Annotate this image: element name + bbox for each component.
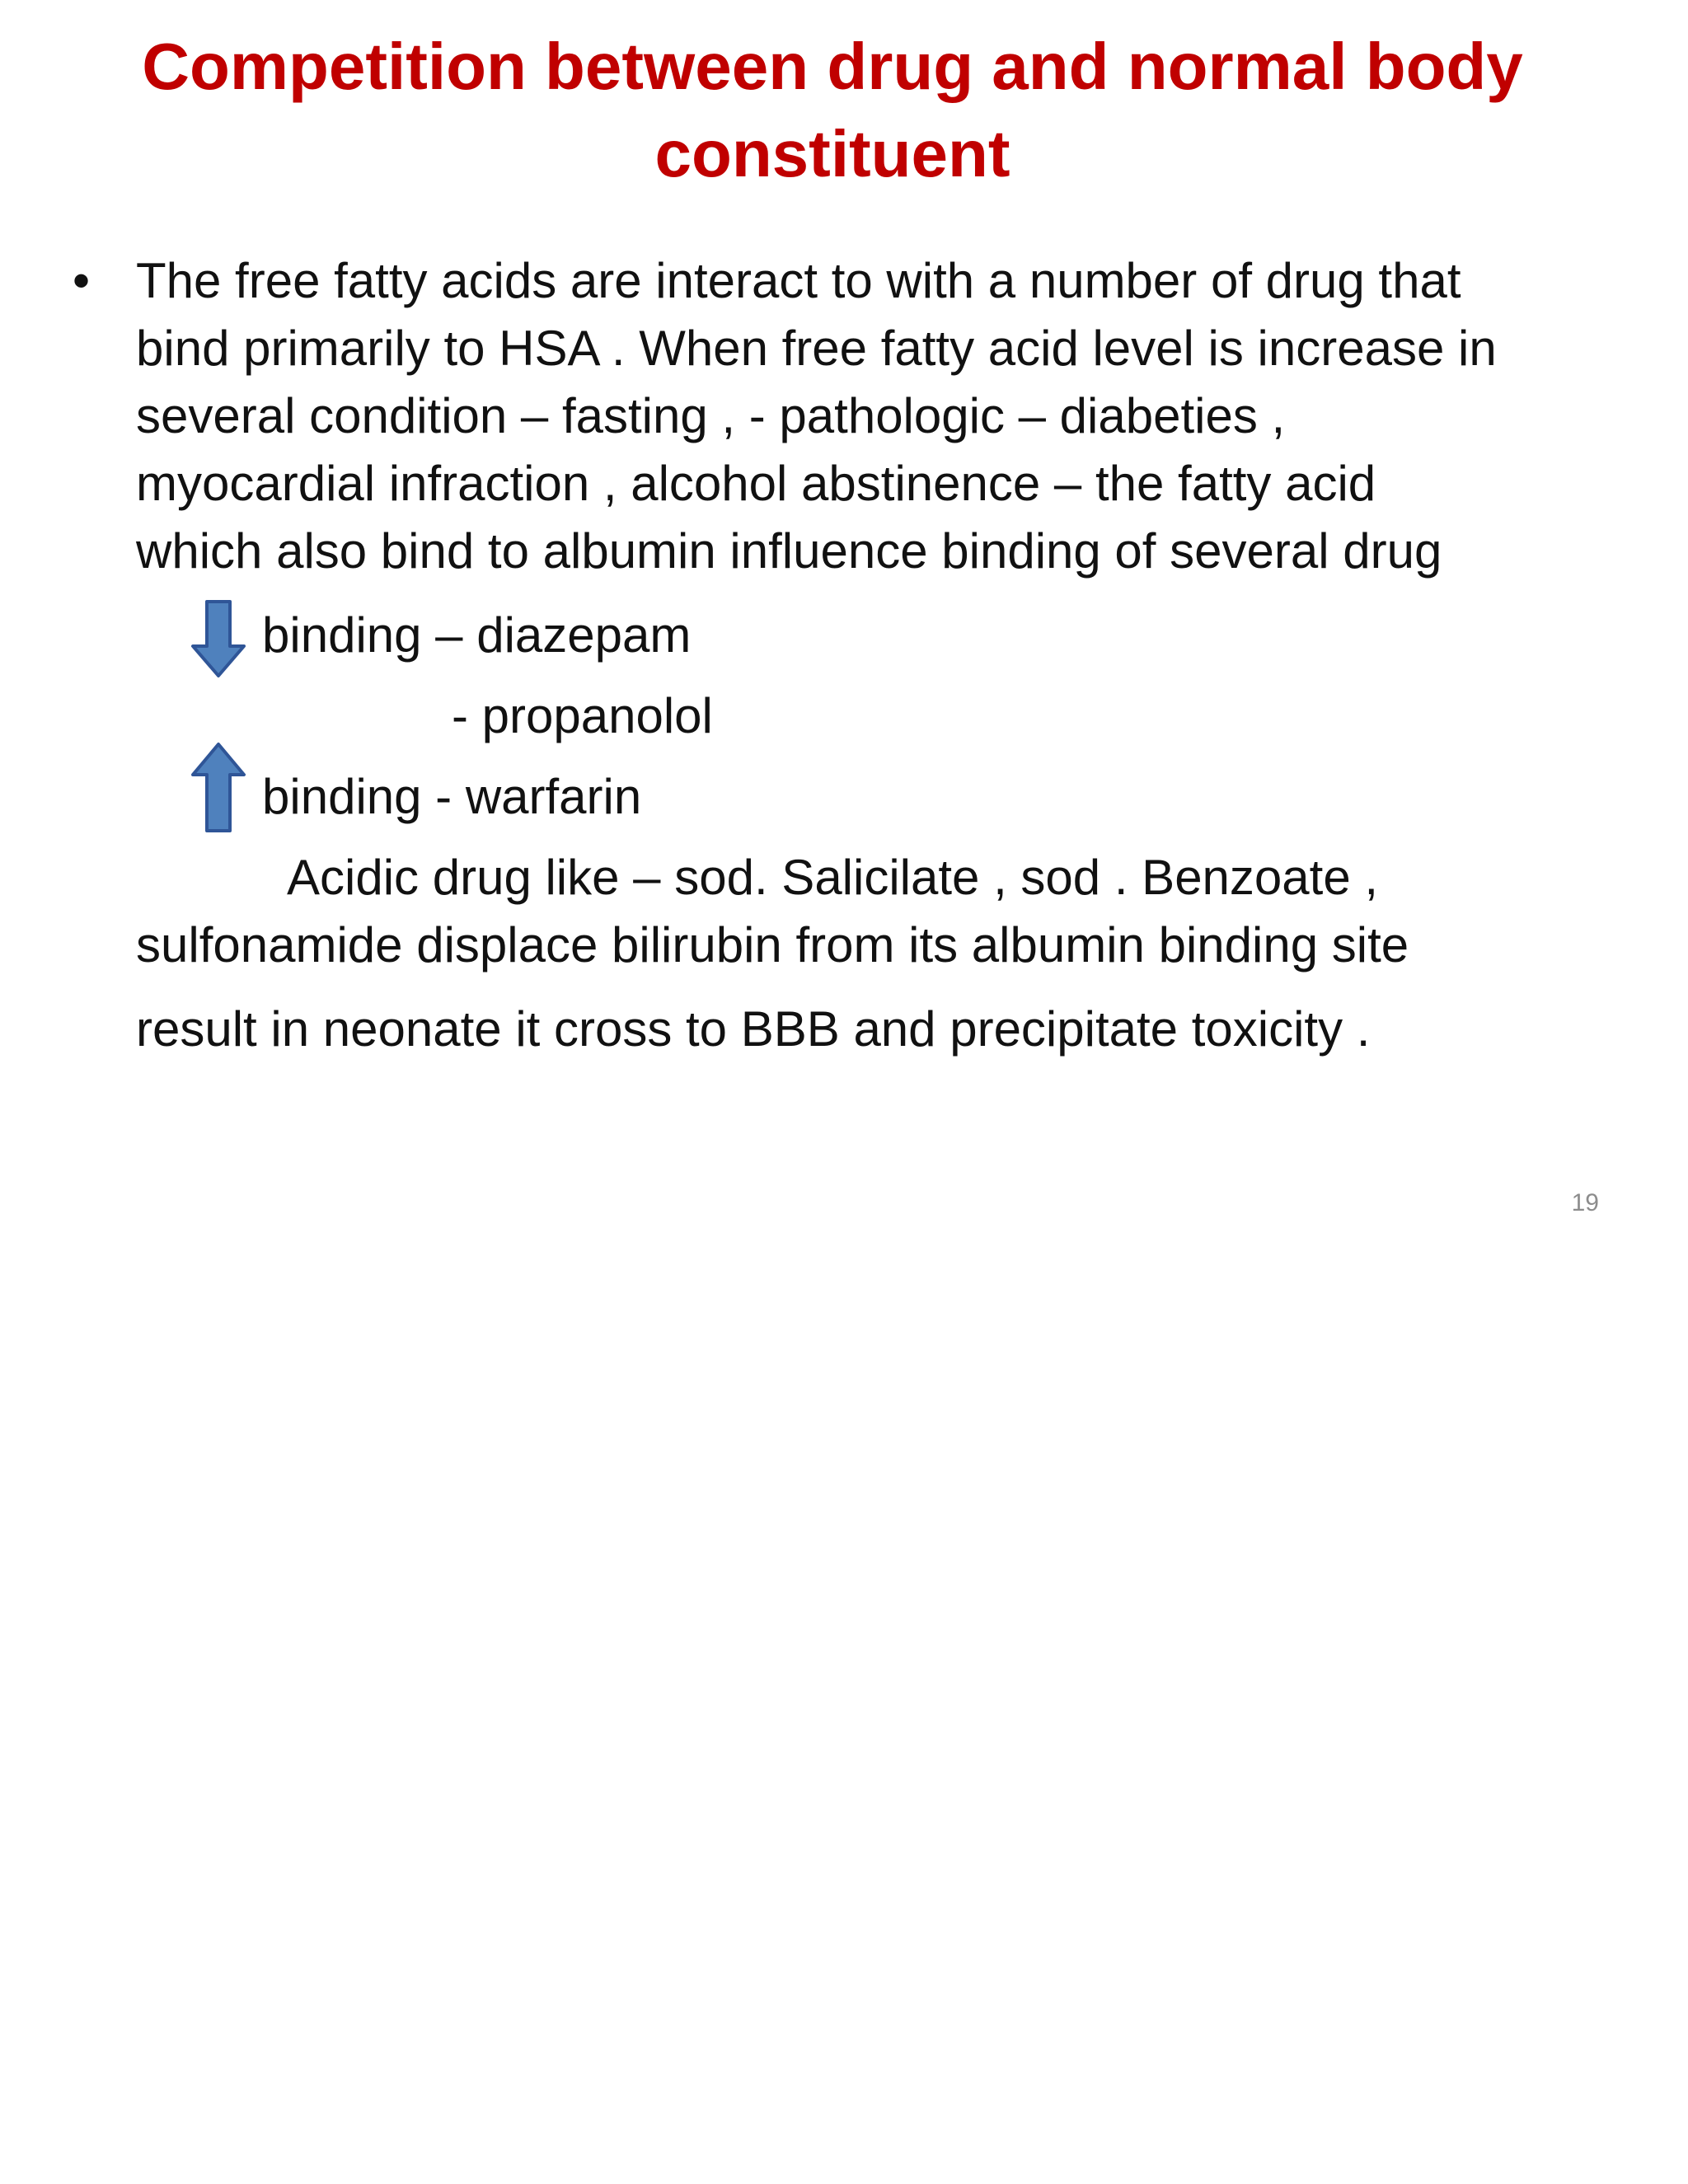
- page-number: 19: [1571, 1189, 1599, 1216]
- paragraph-line: myocardial infraction , alcohol abstinence – the fatty acid: [136, 456, 1376, 511]
- up-arrow-icon: [190, 742, 247, 834]
- paragraph-line: which also bind to albumin influence binding of several drug: [136, 523, 1442, 579]
- acidic-drug-line: result in neonate it cross to BBB and precipitate toxicity .: [136, 1001, 1371, 1057]
- paragraph-line: several condition – fasting , - pathologic – diabeties ,: [136, 388, 1286, 443]
- acidic-drug-line: sulfonamide displace bilirubin from its albumin binding site: [136, 917, 1409, 972]
- decreased-binding-second-drug: - propanolol: [452, 688, 713, 743]
- slide-title: Competition between drug and normal body constituent: [142, 30, 1523, 190]
- decreased-binding-label: binding – diazepam: [262, 607, 692, 663]
- down-arrow-icon: [190, 600, 247, 679]
- paragraph-line: The free fatty acids are interact to with a number of drug that: [136, 253, 1461, 308]
- paragraph-line: bind primarily to HSA . When free fatty acid level is increase in: [136, 321, 1497, 376]
- increased-binding-label: binding - warfarin: [262, 769, 642, 824]
- bullet-marker: •: [73, 253, 91, 308]
- acidic-drug-line: Acidic drug like – sod. Salicilate , sod . Benzoate ,: [287, 850, 1379, 905]
